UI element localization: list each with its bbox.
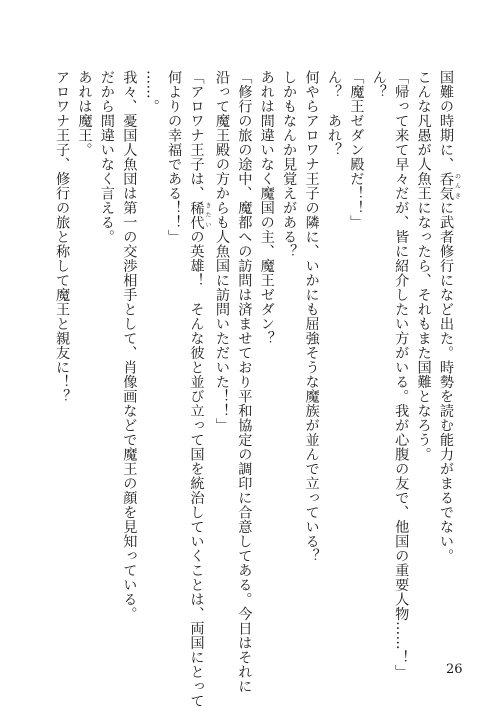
- text-line: 何よりの幸福である！！」: [166, 70, 183, 244]
- page-number: 26: [446, 662, 463, 677]
- text-line: ……。: [143, 70, 160, 114]
- text-line: だから間違いなく言える。: [98, 70, 115, 244]
- text-line: こんな凡愚が人魚王になったら、それもまた国難となろう。: [415, 70, 432, 462]
- text-line: 何やらアロワナ王子の隣に、いかにも屈強そうな魔族が並んで立っている？: [303, 70, 320, 563]
- text-line: 「魔王ゼダン殿だ！！」: [348, 70, 365, 230]
- text-line: あれは間違いなく魔国の主、魔王ゼダン？: [258, 70, 275, 346]
- text-line: アロワナ王子、修行の旅と称して魔王と親友に！？: [54, 70, 71, 404]
- text-line: 沿って魔王殿の方からも人魚国に訪問いただいた！！」: [213, 70, 230, 433]
- text-line: 国難の時期に、呑気 のんきに武者修行になど出た。時勢を読む能力がまるでない。: [438, 70, 461, 563]
- ruby-annotation: 稀代 きたい: [188, 200, 212, 230]
- ruby-annotation: 呑気 のんき: [438, 171, 461, 201]
- text-line: ん？ あれ？: [325, 70, 342, 157]
- text-line: 我々、憂国人魚団は第一の交渉相手として、肖像画などで魔王の顔を見知っている。: [121, 70, 138, 621]
- text-line: あれは魔王。: [76, 70, 93, 157]
- text-line: 「帰って来て早々だが、皆に紹介したい方がいる。我が心腹の友で、他国の重要人物……！」: [393, 70, 410, 679]
- text-line: しかもなんか見覚えがある？: [281, 70, 298, 259]
- text-line: ん？: [370, 70, 387, 99]
- text-line: 「アロワナ王子は、稀代 きたいの英雄！ そんな彼と並び立って国を統治していくことは、両国にとって: [188, 70, 212, 708]
- text-line: 「修行の旅の途中、魔都への訪問は済ませており平和協定の調印に合意してある。今日はそれに: [236, 70, 253, 694]
